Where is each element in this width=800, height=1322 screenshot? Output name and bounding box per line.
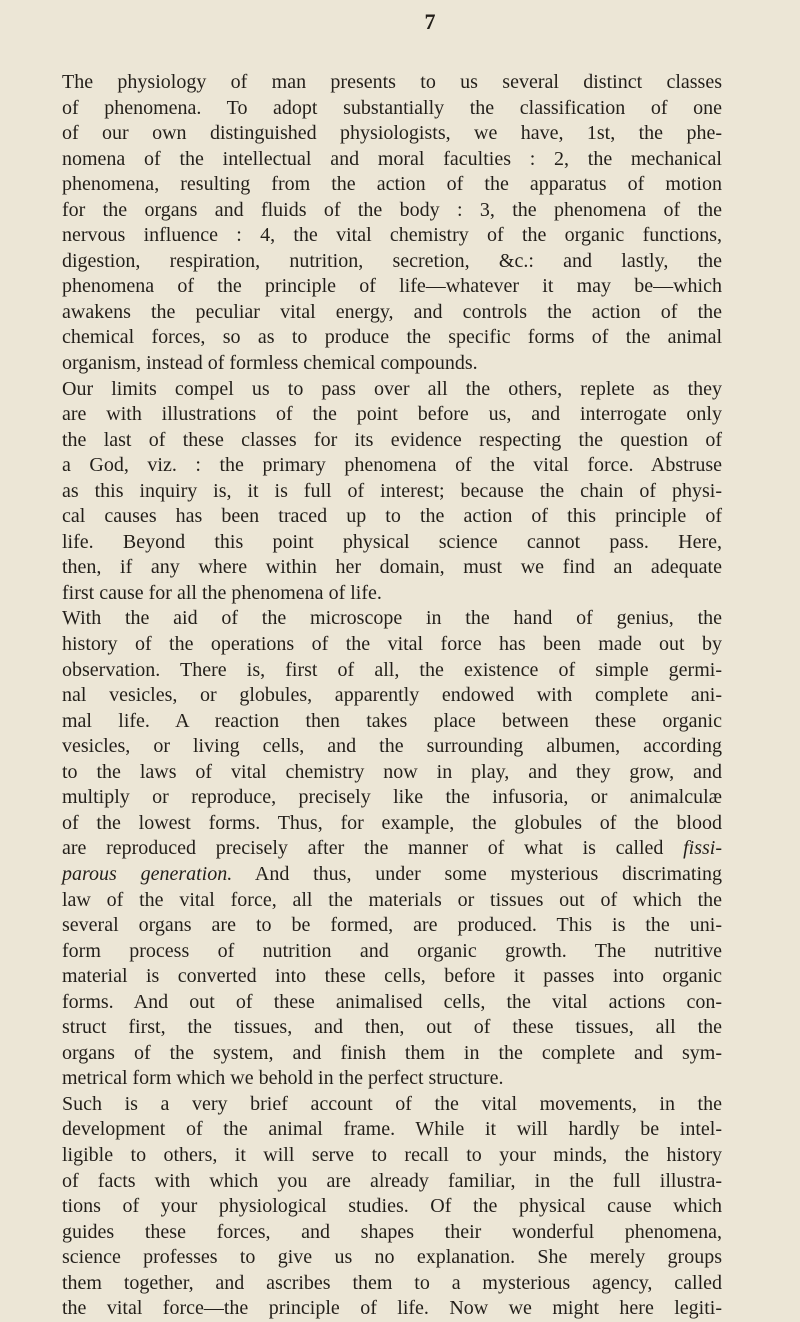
text-line: awakens the peculiar vital energy, and controls the action of the	[62, 300, 722, 323]
text-line: organs of the system, and finish them in the complete and sym-	[62, 1041, 722, 1064]
text-line: forms. And out of these animalised cells, the vital actions con-	[62, 990, 722, 1013]
text-line: guides these forces, and shapes their wonderful phenomena,	[62, 1220, 722, 1243]
text-line: vesicles, or living cells, and the surrounding albumen, according	[62, 735, 722, 758]
text-line: ligible to others, it will serve to recall to your minds, the history	[62, 1143, 722, 1166]
text-line: the vital force—the principle of life. Now we might here legiti-	[62, 1297, 722, 1320]
text-line: material is converted into these cells, before it passes into organic	[62, 965, 722, 988]
paragraph	[62, 606, 722, 1091]
text-line: to the laws of vital chemistry now in play, and they grow, and	[62, 760, 722, 783]
text-line: Our limits compel us to pass over all the others, replete as they	[62, 377, 722, 400]
text-line: the last of these classes for its evidence respecting the question of	[62, 428, 722, 451]
text-line: of our own distinguished physiologists, we have, 1st, the phe-	[62, 122, 722, 145]
text-line: of the lowest forms. Thus, for example, the globules of the blood	[62, 811, 722, 834]
page-number: 7	[424, 9, 436, 34]
text-line: phenomena of the principle of life—whatever it may be—which	[62, 275, 722, 298]
text-line: of facts with which you are already familiar, in the full illustra-	[62, 1169, 722, 1192]
text-line: digestion, respiration, nutrition, secretion, &c.: and lastly, the	[62, 249, 722, 272]
text-line: metrical form which we behold in the perfect structure.	[62, 1067, 504, 1090]
text-line: chemical forces, so as to produce the specific forms of the animal	[62, 326, 722, 349]
body-text	[62, 70, 722, 1322]
text-line: observation. There is, first of all, the existence of simple germi-	[62, 658, 722, 681]
text-line: The physiology of man presents to us several distinct classes	[62, 71, 722, 93]
text-line: of phenomena. To adopt substantially the classification of one	[62, 96, 722, 119]
text-line: Such is a very brief account of the vital movements, in the	[62, 1092, 722, 1115]
text-line: cal causes has been traced up to the action of this principle of	[62, 505, 722, 528]
text-line: are with illustrations of the point before us, and interrogate only	[62, 403, 722, 426]
paragraph	[62, 377, 722, 607]
text-line: science professes to give us no explanation. She merely groups	[62, 1246, 722, 1269]
text-line: phenomena, resulting from the action of the apparatus of motion	[62, 173, 722, 196]
text-line: nervous influence : 4, the vital chemistry of the organic functions,	[62, 224, 722, 247]
text-line: for the organs and fluids of the body : 3, the phenomena of the	[62, 198, 722, 221]
text-line: mal life. A reaction then takes place between these organic	[62, 709, 722, 732]
text-line: a God, viz. : the primary phenomena of the vital force. Abstruse	[62, 454, 722, 477]
text-line: law of the vital force, all the materials or tissues out of which the	[62, 888, 722, 911]
text-line: form process of nutrition and organic growth. The nutritive	[62, 939, 722, 962]
text-line: first cause for all the phenomena of life.	[62, 581, 382, 604]
text-line: tions of your physiological studies. Of the physical cause which	[62, 1195, 722, 1218]
text-line: With the aid of the microscope in the hand of genius, the	[62, 607, 722, 630]
text-line: then, if any where within her domain, must we find an adequate	[62, 556, 722, 579]
text-line: nal vesicles, or globules, apparently endowed with complete ani-	[62, 684, 722, 707]
text-line: are reproduced precisely after the manner of what is called fissi-	[62, 837, 722, 860]
text-line: as this inquiry is, it is full of interest; because the chain of physi-	[62, 479, 722, 502]
text-line: organism, instead of formless chemical compounds.	[62, 352, 478, 375]
text-line: nomena of the intellectual and moral faculties : 2, the mechanical	[62, 147, 722, 170]
text-line: several organs are to be formed, are produced. This is the uni-	[62, 914, 722, 937]
text-line: development of the animal frame. While it will hardly be intel-	[62, 1118, 722, 1141]
text-line: parous generation. And thus, under some mysterious discrimating	[62, 862, 723, 885]
text-line: multiply or reproduce, precisely like the infusoria, or animalculæ	[62, 786, 722, 809]
text-line: them together, and ascribes them to a mysterious agency, called	[62, 1271, 722, 1294]
text-line: struct first, the tissues, and then, out of these tissues, all the	[62, 1016, 722, 1039]
text-line: life. Beyond this point physical science cannot pass. Here,	[62, 530, 722, 553]
paragraph	[62, 70, 722, 377]
text-line: history of the operations of the vital force has been made out by	[62, 633, 722, 656]
paragraph	[62, 1092, 722, 1322]
